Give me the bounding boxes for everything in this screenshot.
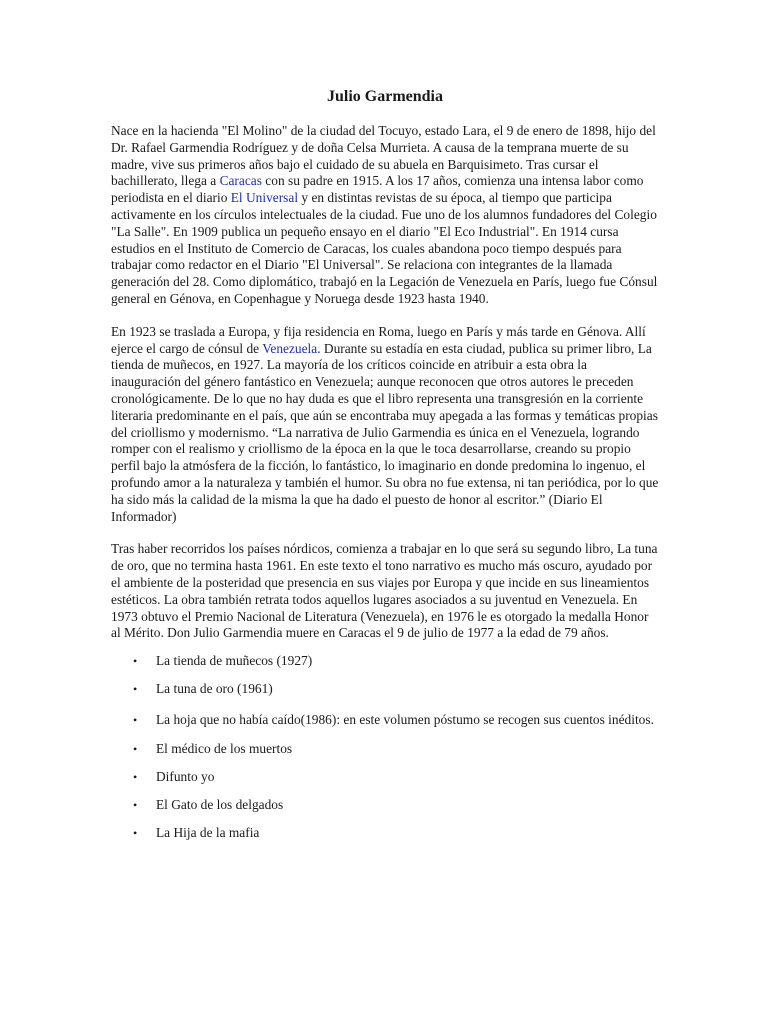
paragraph-text: Nace en la hacienda "El Molino" de la ciudad del Tocuyo, estado Lara, el 9 de enero de 1898, hijo del Dr. Rafael Garmendia Rodríguez y de doña Celsa Murrieta. A causa de la temprana muerte de su madre, vive sus primeros años bajo el cuidado de su abuela en Barquisimeto. Tras cursar el bachillerato, llega a [111, 123, 656, 189]
bullet-icon: • [133, 741, 138, 756]
work-title: La tienda de muñecos (1927) [156, 653, 313, 669]
work-title: La Hija de la mafia [156, 825, 260, 841]
link-caracas[interactable]: Caracas [219, 173, 262, 189]
list-item [133, 681, 659, 698]
list-item [133, 653, 659, 670]
list-item [133, 797, 659, 814]
paragraph-text: y en distintas revistas de su época, al tiempo que participa activamente en los círculos intelectuales de la ciudad. Fue uno de los alumnos fundadores del Colegio "La Salle". En 1909 publica un pequeño ensayo en el diario "El Eco Industrial". En 1914 cursa estudios en el Instituto de Comercio de Caracas, los cuales abandona poco tiempo después para trabajar como redactor en el Diario "El Universal". Se relaciona con integrantes de la llamada generación del 28. Como diplomático, trabajó en la Legación de Venezuela en París, luego fue Cónsul general en Génova, en Copenhague y Noruega desde 1923 hasta 1940. [111, 190, 658, 306]
bullet-icon: • [133, 654, 138, 669]
works-list [111, 653, 659, 842]
biography-paragraph-2 [111, 324, 659, 526]
document-page [111, 86, 659, 854]
list-item [133, 741, 659, 758]
list-item [133, 769, 659, 786]
page-title: Julio Garmendia [326, 88, 443, 105]
link-el-universal[interactable]: El Universal [230, 190, 299, 206]
list-item [133, 825, 659, 842]
work-title: Difunto yo [156, 768, 215, 784]
bullet-icon: • [133, 826, 138, 841]
paragraph-text: . Durante su estadía en esta ciudad, publica su primer libro, La tienda de muñecos, en 1927. La mayoría de los críticos coincide en atribuir a esta obra la inauguración del género fantástico en Venezuela; aunque reconocen que otros autores le preceden cronológicamente. De lo que no hay duda es que el libro representa una transgresión en la corriente literaria predominante en el país, que aún se encontraba muy apegada a las formas y temáticas propias del criollismo y modernismo. “La narrativa de Julio Garmendia es única en el Venezuela, logrando romper con el realismo y criollismo de la época en la que le toca desarrollarse, creando su propio perfil bajo la atmósfera de la ficción, lo fantástico, lo imaginario en donde predomina lo ingenuo, el profundo amor a la naturaleza y también el humor. Su obra no fue extensa, ni tan periódica, por lo que ha sido más la calidad de la misma la que ha dado el puesto de honor al escritor.” (Diario El Informador) [111, 340, 659, 524]
bullet-icon: • [133, 713, 138, 728]
biography-paragraph-1 [111, 123, 659, 308]
paragraph-text: con su padre en 1915. A los 17 años, comienza una intensa labor como periodista en el diario [111, 173, 644, 206]
work-title: El Gato de los delgados [156, 797, 284, 813]
biography-paragraph-3: Tras haber recorridos los países nórdicos, comienza a trabajar en lo que será su segundo libro, La tuna de oro, que no termina hasta 1961. En este texto el tono narrativo es mucho más oscuro, ayudado por el ambiente de la posteridad que presencia en sus viajes por Europa y que incide en sus lineamientos estéticos. La obra también retrata todos aquellos lugares asociados a su juventud en Venezuela. En 1973 obtuvo el Premio Nacional de Literatura (Venezuela), en 1976 le es otorgado la medalla Honor al Mérito. Don Julio Garmendia muere en Caracas el 9 de julio de 1977 a la edad de 79 años. [111, 541, 658, 641]
work-title: La hoja que no había caído(1986): en este volumen póstumo se recogen sus cuentos inéditos. [156, 712, 654, 728]
work-title: La tuna de oro (1961) [156, 681, 273, 697]
bullet-icon: • [133, 682, 138, 697]
paragraph-text: En 1923 se traslada a Europa, y fija residencia en Roma, luego en París y más tarde en Génova. Allí ejerce el cargo de cónsul de [111, 323, 646, 356]
work-title: El médico de los muertos [156, 740, 293, 756]
bullet-icon: • [133, 798, 138, 813]
bullet-icon: • [133, 769, 138, 784]
list-item [133, 712, 659, 729]
link-venezuela[interactable]: Venezuela [262, 340, 318, 356]
